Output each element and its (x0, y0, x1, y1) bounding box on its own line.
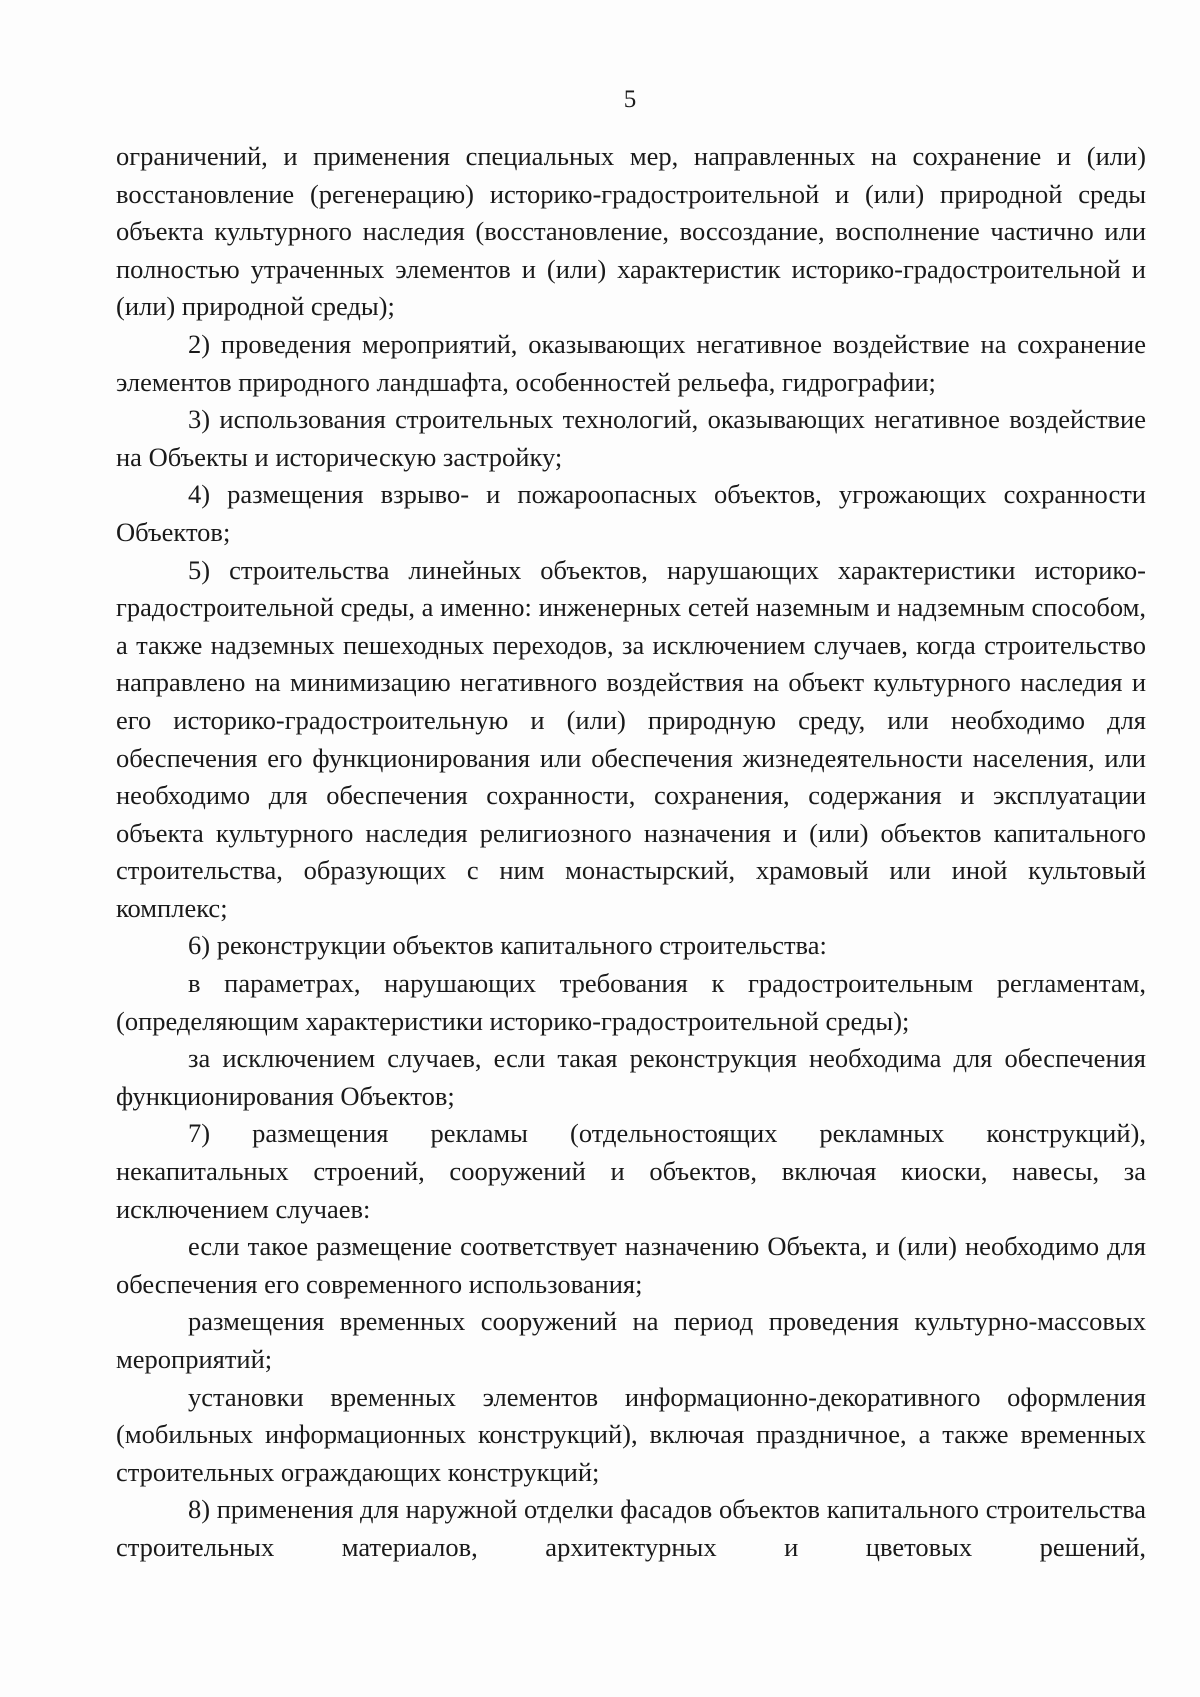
paragraph-item-2: 2) проведения мероприятий, оказывающих негативное воздействие на сохранение элементов природного ландшафта, особенностей рельефа, гидрографии; (116, 328, 1146, 397)
paragraph-item-6: 6) реконструкции объектов капитального строительства: (188, 930, 827, 961)
document-body (116, 138, 1146, 1567)
page-number: 5 (623, 86, 637, 113)
paragraph-item-7: 7) размещения рекламы (отдельностоящих рекламных конструкций), некапитальных строений, сооружений и объектов, включая киоски, навесы, за исключением случаев: (116, 1118, 1146, 1224)
paragraph-item-8: 8) применения для наружной отделки фасадов объектов капитального строительства строительных материалов, архитектурных и цветовых решений, (116, 1494, 1146, 1562)
paragraph-continuation: ограничений, и применения специальных мер, направленных на сохранение и (или) восстановление (регенерацию) историко-градостроительной и (или) природной среды объекта культурного наследия (восстановление, воссоздание, восполнение частично или полностью утраченных элементов и (или) характеристик историко-градостроительной и (или) природной среды); (116, 141, 1146, 322)
paragraph-item-6-sub-2: за исключением случаев, если такая реконструкция необходима для обеспечения функционирования Объектов; (116, 1043, 1146, 1111)
paragraph-item-7-sub-2: размещения временных сооружений на период проведения культурно-массовых мероприятий; (116, 1306, 1146, 1374)
paragraph-item-3: 3) использования строительных технологий, оказывающих негативное воздействие на Объекты и историческую застройку; (116, 404, 1146, 472)
paragraph-item-7-sub-3: установки временных элементов информационно-декоративного оформления (мобильных информационных конструкций), включая праздничное, а также временных строительных ограждающих конструкций; (116, 1381, 1146, 1487)
paragraph-item-5: 5) строительства линейных объектов, нарушающих характеристики историко-градостроительной среды, а именно: инженерных сетей наземным и надземным способом, а также надземных пешеходных переходов, за исключением случаев, когда строительство направлено на минимизацию негативного воздействия на объект культурного наследия и его историко-градостроительную и (или) природную среду, или необходимо для обеспечения его функционирования или обеспечения жизнедеятельности населения, или необходимо для обеспечения сохранности, сохранения, содержания и эксплуатации объекта культурного наследия религиозного назначения и (или) объектов капитального строительства, образующих с ним монастырский, храмовый или иной культовый комплекс; (116, 554, 1146, 923)
paragraph-item-4: 4) размещения взрыво- и пожароопасных объектов, угрожающих сохранности Объектов; (116, 479, 1146, 547)
paragraph-item-7-sub-1: если такое размещение соответствует назначению Объекта, и (или) необходимо для обеспечения его современного использования; (116, 1231, 1146, 1299)
paragraph-item-6-sub-1: в параметрах, нарушающих требования к градостроительным регламентам, (определяющим характеристики историко-градостроительной среды); (116, 968, 1146, 1036)
